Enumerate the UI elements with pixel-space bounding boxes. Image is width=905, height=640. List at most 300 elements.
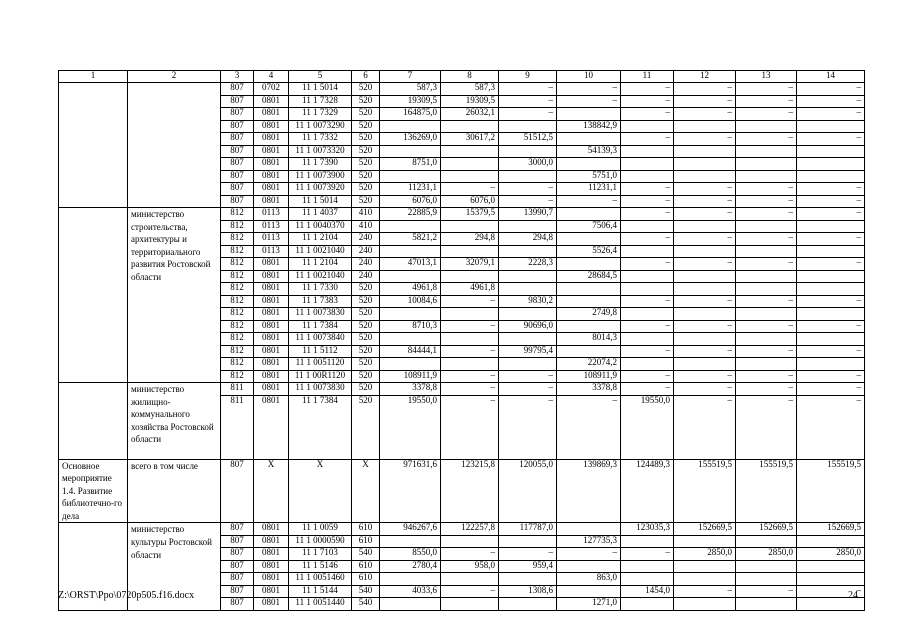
table-cell	[441, 158, 499, 171]
table-cell: 11 1 0021040	[289, 245, 352, 258]
table-cell	[674, 220, 736, 233]
table-cell	[621, 598, 674, 611]
budget-table	[58, 70, 865, 611]
table-cell: 812	[221, 208, 254, 221]
table-cell: 0113	[254, 208, 289, 221]
table-cell: –	[499, 95, 557, 108]
table-cell: 1454,0	[621, 585, 674, 598]
table-cell	[380, 145, 441, 158]
table-cell: 152669,5	[736, 523, 797, 536]
table-cell	[441, 170, 499, 183]
table-cell: 863,0	[557, 573, 621, 586]
table-cell	[557, 108, 621, 121]
table-cell: 11 1 0073320	[289, 145, 352, 158]
table-cell	[499, 535, 557, 548]
table-cell: –	[736, 395, 797, 459]
table-cell: 11 1 7390	[289, 158, 352, 171]
table-cell	[797, 120, 865, 133]
table-cell: –	[441, 548, 499, 561]
table-cell: 124489,3	[621, 459, 674, 523]
table-cell: –	[621, 95, 674, 108]
table-cell	[674, 158, 736, 171]
table-cell	[621, 270, 674, 283]
table-cell: 0801	[254, 383, 289, 396]
table-cell: –	[621, 383, 674, 396]
table-cell	[674, 573, 736, 586]
table-cell	[441, 535, 499, 548]
table-cell: 11 1 4037	[289, 208, 352, 221]
table-cell: –	[797, 83, 865, 96]
table-cell	[380, 358, 441, 371]
table-cell	[380, 220, 441, 233]
table-cell: 0801	[254, 195, 289, 208]
table-cell: 1271,0	[557, 598, 621, 611]
table-cell	[557, 283, 621, 296]
table-cell	[797, 220, 865, 233]
table-cell: 812	[221, 320, 254, 333]
table-cell	[736, 120, 797, 133]
table-cell: 0801	[254, 270, 289, 283]
table-cell: 26032,1	[441, 108, 499, 121]
table-cell: –	[674, 295, 736, 308]
table-cell: 0801	[254, 295, 289, 308]
table-cell: 0801	[254, 320, 289, 333]
table-cell	[499, 358, 557, 371]
table-cell: –	[621, 345, 674, 358]
table-cell: 520	[352, 120, 380, 133]
table-cell: 11 1 5014	[289, 195, 352, 208]
table-row	[59, 83, 865, 96]
table-cell: 8014,3	[557, 333, 621, 346]
table-cell: 812	[221, 333, 254, 346]
table-cell: –	[499, 370, 557, 383]
table-cell: –	[674, 258, 736, 271]
table-cell: –	[499, 548, 557, 561]
table-cell	[736, 560, 797, 573]
table-row	[59, 383, 865, 396]
table-cell	[736, 308, 797, 321]
table-cell: 807	[221, 585, 254, 598]
table-cell	[674, 333, 736, 346]
table-cell: –	[736, 383, 797, 396]
table-cell	[499, 283, 557, 296]
table-cell	[621, 170, 674, 183]
header-cell: 5	[289, 71, 352, 83]
table-cell	[441, 145, 499, 158]
table-cell: 11 1 0073830	[289, 383, 352, 396]
table-cell: 9830,2	[499, 295, 557, 308]
table-cell: 520	[352, 345, 380, 358]
table-cell: 240	[352, 258, 380, 271]
table-cell: 610	[352, 523, 380, 536]
table-cell: 520	[352, 295, 380, 308]
table-cell	[441, 358, 499, 371]
table-cell: 7506,4	[557, 220, 621, 233]
table-cell: 958,0	[441, 560, 499, 573]
activity-cell	[59, 83, 128, 208]
table-cell: 0801	[254, 145, 289, 158]
table-cell: 28684,5	[557, 270, 621, 283]
table-cell: –	[797, 585, 865, 598]
table-cell: –	[674, 95, 736, 108]
file-path: Z:\ORST\Ppo\0720p505.f16.docx	[58, 590, 195, 601]
table-cell: 84444,1	[380, 345, 441, 358]
table-cell: 11 1 0073900	[289, 170, 352, 183]
table-cell: 0801	[254, 598, 289, 611]
table-cell: 971631,6	[380, 459, 441, 523]
table-cell: 11 1 0073840	[289, 333, 352, 346]
table-cell	[441, 573, 499, 586]
table-cell: –	[736, 258, 797, 271]
table-cell: –	[441, 183, 499, 196]
table-cell: 807	[221, 195, 254, 208]
table-cell: 520	[352, 320, 380, 333]
table-cell: 520	[352, 383, 380, 396]
table-cell	[557, 345, 621, 358]
table-cell	[499, 598, 557, 611]
table-cell: 10084,6	[380, 295, 441, 308]
table-cell: 5821,2	[380, 233, 441, 246]
table-cell: 4961,8	[380, 283, 441, 296]
table-cell: –	[557, 83, 621, 96]
table-cell: –	[797, 395, 865, 459]
table-cell: 139869,3	[557, 459, 621, 523]
table-cell: 0801	[254, 585, 289, 598]
table-cell: 8710,3	[380, 320, 441, 333]
table-cell	[499, 308, 557, 321]
table-cell	[674, 308, 736, 321]
table-cell: –	[441, 295, 499, 308]
table-cell: 520	[352, 183, 380, 196]
table-cell: –	[621, 548, 674, 561]
table-cell	[441, 220, 499, 233]
page-number: 24	[848, 590, 858, 601]
table-row	[59, 208, 865, 221]
table-cell: 11 1 0051440	[289, 598, 352, 611]
table-cell: 0801	[254, 535, 289, 548]
table-cell	[736, 535, 797, 548]
table-cell	[499, 120, 557, 133]
activity-cell	[59, 383, 128, 460]
header-cell: 10	[557, 71, 621, 83]
table-cell: –	[674, 208, 736, 221]
table-cell	[736, 220, 797, 233]
table-cell: –	[736, 83, 797, 96]
table-cell: 90696,0	[499, 320, 557, 333]
table-cell: 540	[352, 598, 380, 611]
table-cell: –	[621, 108, 674, 121]
table-cell: –	[736, 345, 797, 358]
table-cell	[736, 245, 797, 258]
table-cell: –	[441, 320, 499, 333]
table-cell: 164875,0	[380, 108, 441, 121]
table-cell: 11231,1	[380, 183, 441, 196]
table-cell: 587,3	[441, 83, 499, 96]
table-cell: 807	[221, 459, 254, 523]
table-cell: 807	[221, 120, 254, 133]
table-cell: –	[674, 345, 736, 358]
table-cell: X	[254, 459, 289, 523]
table-cell: 0113	[254, 245, 289, 258]
table-cell: 15379,5	[441, 208, 499, 221]
table-cell: 1308,6	[499, 585, 557, 598]
table-cell: 520	[352, 170, 380, 183]
table-cell: X	[289, 459, 352, 523]
table-cell	[736, 283, 797, 296]
table-cell: 0801	[254, 258, 289, 271]
table-cell: 812	[221, 233, 254, 246]
table-cell: 11 1 0073290	[289, 120, 352, 133]
table-cell: –	[621, 295, 674, 308]
table-cell	[621, 535, 674, 548]
table-cell: 807	[221, 523, 254, 536]
table-cell: 6076,0	[441, 195, 499, 208]
table-cell: 2780,4	[380, 560, 441, 573]
table-cell: 155519,5	[736, 459, 797, 523]
table-cell: 3378,8	[557, 383, 621, 396]
table-cell: 812	[221, 258, 254, 271]
table-cell: 123035,3	[621, 523, 674, 536]
table-cell	[380, 120, 441, 133]
table-cell: 520	[352, 308, 380, 321]
table-cell: –	[736, 320, 797, 333]
table-cell: 520	[352, 370, 380, 383]
table-cell	[674, 270, 736, 283]
table-cell: –	[674, 233, 736, 246]
table-cell: –	[557, 95, 621, 108]
table-cell: 32079,1	[441, 258, 499, 271]
table-cell: 11 1 2104	[289, 258, 352, 271]
table-cell: 807	[221, 548, 254, 561]
table-cell: –	[499, 183, 557, 196]
table-cell: 520	[352, 83, 380, 96]
table-cell: 11 1 7383	[289, 295, 352, 308]
table-cell: 11 1 0073920	[289, 183, 352, 196]
table-cell: –	[797, 208, 865, 221]
table-cell	[499, 270, 557, 283]
table-cell: 540	[352, 585, 380, 598]
table-cell	[557, 133, 621, 146]
table-cell	[557, 320, 621, 333]
table-cell: 0801	[254, 560, 289, 573]
table-cell	[797, 358, 865, 371]
table-cell: –	[674, 395, 736, 459]
table-cell: 5751,0	[557, 170, 621, 183]
table-cell: 410	[352, 208, 380, 221]
table-cell	[380, 245, 441, 258]
table-cell: 8550,0	[380, 548, 441, 561]
table-cell	[499, 170, 557, 183]
table-cell	[441, 598, 499, 611]
table-cell: –	[621, 133, 674, 146]
table-cell	[797, 308, 865, 321]
table-cell: 0702	[254, 83, 289, 96]
table-cell: 410	[352, 220, 380, 233]
header-cell: 6	[352, 71, 380, 83]
table-cell	[380, 535, 441, 548]
table-cell: –	[674, 383, 736, 396]
table-cell: 11 1 0021040	[289, 270, 352, 283]
table-cell: 807	[221, 145, 254, 158]
header-row	[59, 71, 865, 83]
table-cell: 807	[221, 83, 254, 96]
table-cell: –	[557, 195, 621, 208]
executor-cell	[128, 83, 221, 208]
table-cell: 152669,5	[797, 523, 865, 536]
table-cell	[621, 245, 674, 258]
table-cell: 0801	[254, 308, 289, 321]
header-cell: 4	[254, 71, 289, 83]
table-cell	[736, 573, 797, 586]
header-cell: 12	[674, 71, 736, 83]
header-cell: 9	[499, 71, 557, 83]
table-cell	[621, 560, 674, 573]
table-cell: 0113	[254, 233, 289, 246]
table-cell: –	[621, 233, 674, 246]
table-cell	[736, 333, 797, 346]
header-cell: 11	[621, 71, 674, 83]
table-cell: 520	[352, 283, 380, 296]
table-cell: 11 1 0059	[289, 523, 352, 536]
table-cell: –	[621, 208, 674, 221]
table-cell	[736, 145, 797, 158]
table-cell	[380, 333, 441, 346]
table-cell: 0801	[254, 573, 289, 586]
table-cell	[441, 270, 499, 283]
table-cell: 807	[221, 133, 254, 146]
table-cell: 2850,0	[736, 548, 797, 561]
table-cell: –	[674, 133, 736, 146]
table-cell: –	[674, 320, 736, 333]
activity-cell: Основное мероприятие 1.4. Развитие библиотечно-го дела	[59, 459, 128, 523]
table-cell	[797, 245, 865, 258]
table-cell: –	[674, 370, 736, 383]
table-cell: –	[736, 133, 797, 146]
table-cell: 0801	[254, 183, 289, 196]
table-cell: –	[797, 320, 865, 333]
table-cell: –	[736, 295, 797, 308]
table-cell	[557, 523, 621, 536]
table-cell: 959,4	[499, 560, 557, 573]
table-cell: 812	[221, 345, 254, 358]
table-cell	[621, 158, 674, 171]
table-cell	[674, 145, 736, 158]
table-cell	[557, 158, 621, 171]
table-cell: –	[441, 585, 499, 598]
table-cell: 11 1 0000590	[289, 535, 352, 548]
table-cell	[674, 535, 736, 548]
table-cell: 155519,5	[674, 459, 736, 523]
table-cell	[621, 220, 674, 233]
table-cell	[557, 560, 621, 573]
table-cell: 520	[352, 108, 380, 121]
table-cell	[674, 283, 736, 296]
table-cell: 11 1 0051460	[289, 573, 352, 586]
table-cell	[380, 598, 441, 611]
table-cell: 294,8	[441, 233, 499, 246]
header-cell: 1	[59, 71, 128, 83]
table-cell: –	[797, 295, 865, 308]
table-cell	[621, 573, 674, 586]
table-cell	[557, 233, 621, 246]
table-cell: 540	[352, 548, 380, 561]
table-cell: –	[736, 108, 797, 121]
table-cell: 807	[221, 573, 254, 586]
table-cell: 294,8	[499, 233, 557, 246]
table-cell	[797, 333, 865, 346]
table-cell	[797, 573, 865, 586]
table-cell: –	[441, 345, 499, 358]
table-cell	[499, 220, 557, 233]
table-cell: –	[441, 370, 499, 383]
table-cell	[380, 308, 441, 321]
table-cell	[557, 295, 621, 308]
table-cell: –	[736, 195, 797, 208]
table-cell: 11 1 5144	[289, 585, 352, 598]
table-cell: 155519,5	[797, 459, 865, 523]
table-cell	[441, 245, 499, 258]
table-cell: 30617,2	[441, 133, 499, 146]
table-cell: –	[674, 195, 736, 208]
table-cell	[380, 573, 441, 586]
table-cell: 123215,8	[441, 459, 499, 523]
table-cell: 812	[221, 270, 254, 283]
table-cell: 11 1 7329	[289, 108, 352, 121]
table-cell: 520	[352, 133, 380, 146]
table-cell	[736, 598, 797, 611]
table-cell: 240	[352, 270, 380, 283]
table-cell: –	[797, 183, 865, 196]
table-cell: –	[674, 83, 736, 96]
table-cell: 0801	[254, 120, 289, 133]
table-cell: 2850,0	[797, 548, 865, 561]
table-cell: 812	[221, 370, 254, 383]
table-cell	[557, 258, 621, 271]
table-cell: 2228,3	[499, 258, 557, 271]
header-cell: 14	[797, 71, 865, 83]
table-cell: 0113	[254, 220, 289, 233]
table-cell: 0801	[254, 133, 289, 146]
table-cell: 520	[352, 158, 380, 171]
table-cell: 5526,4	[557, 245, 621, 258]
table-cell: 54139,3	[557, 145, 621, 158]
table-cell: 152669,5	[674, 523, 736, 536]
table-cell	[621, 145, 674, 158]
table-cell: 520	[352, 195, 380, 208]
table-cell: 520	[352, 95, 380, 108]
table-cell	[380, 270, 441, 283]
table-cell: 11 1 7384	[289, 320, 352, 333]
table-cell: 587,3	[380, 83, 441, 96]
table-cell: 610	[352, 573, 380, 586]
table-cell	[621, 358, 674, 371]
table-cell: 108911,9	[557, 370, 621, 383]
table-cell: 610	[352, 535, 380, 548]
table-cell	[674, 358, 736, 371]
table-cell: 11 1 7332	[289, 133, 352, 146]
table-cell: 13990,7	[499, 208, 557, 221]
table-cell: 51512,5	[499, 133, 557, 146]
table-cell: 11 1 5112	[289, 345, 352, 358]
table-cell: 807	[221, 95, 254, 108]
table-cell: –	[736, 183, 797, 196]
table-cell: 520	[352, 333, 380, 346]
table-cell	[557, 208, 621, 221]
table-cell: –	[736, 95, 797, 108]
table-cell: 11 1 0051120	[289, 358, 352, 371]
executor-cell: министерство культуры Ростовской области	[128, 523, 221, 611]
table-cell	[499, 573, 557, 586]
